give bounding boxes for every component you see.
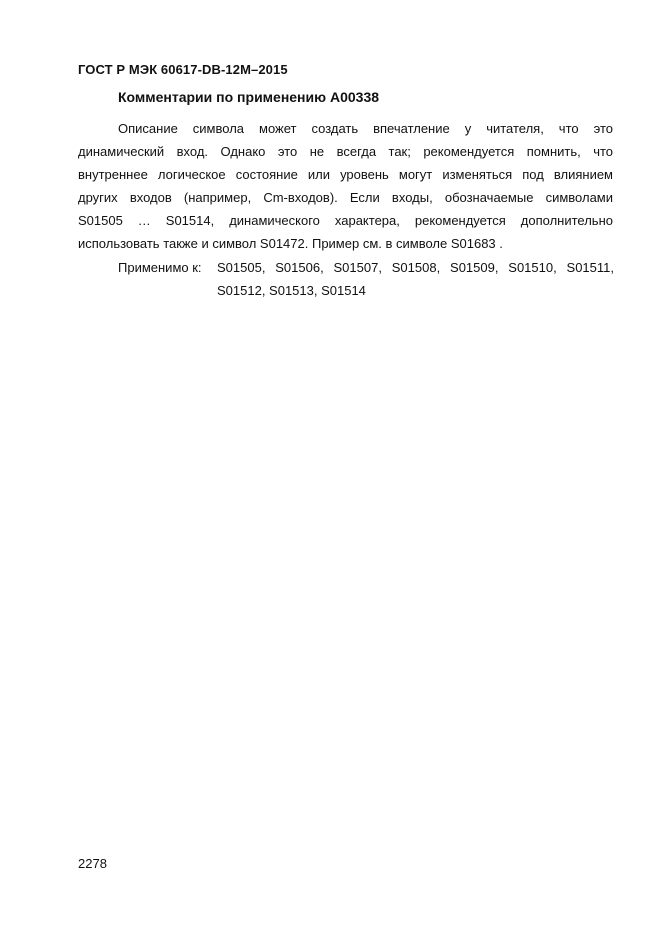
paragraph-line: внутреннее логическое состояние или уровень могут изменяться под влиянием bbox=[78, 167, 613, 182]
paragraph-line: использовать также и символ S01472. Пример см. в символе S01683 . bbox=[78, 236, 503, 251]
paragraph-line: S01505 … S01514, динамического характера, рекомендуется дополнительно bbox=[78, 213, 613, 228]
applies-to-codes bbox=[217, 256, 614, 302]
paragraph-line: других входов (например, Cm-входов). Если входы, обозначаемые символами bbox=[78, 190, 613, 205]
page-number: 2278 bbox=[78, 856, 107, 871]
symbol-codes-line: S01512, S01513, S01514 bbox=[217, 283, 366, 298]
symbol-codes-line: S01505, S01506, S01507, S01508, S01509, S01510, S01511, bbox=[217, 260, 614, 275]
paragraph-line: динамический вход. Однако это не всегда так; рекомендуется помнить, что bbox=[78, 144, 613, 159]
standard-header: ГОСТ Р МЭК 60617-DB-12M–2015 bbox=[78, 62, 288, 77]
comment-paragraph bbox=[78, 117, 613, 255]
paragraph-line: Описание символа может создать впечатление у читателя, что это bbox=[118, 121, 613, 136]
section-title: Комментарии по применению A00338 bbox=[118, 89, 380, 105]
applies-to-label: Применимо к: bbox=[118, 260, 202, 275]
